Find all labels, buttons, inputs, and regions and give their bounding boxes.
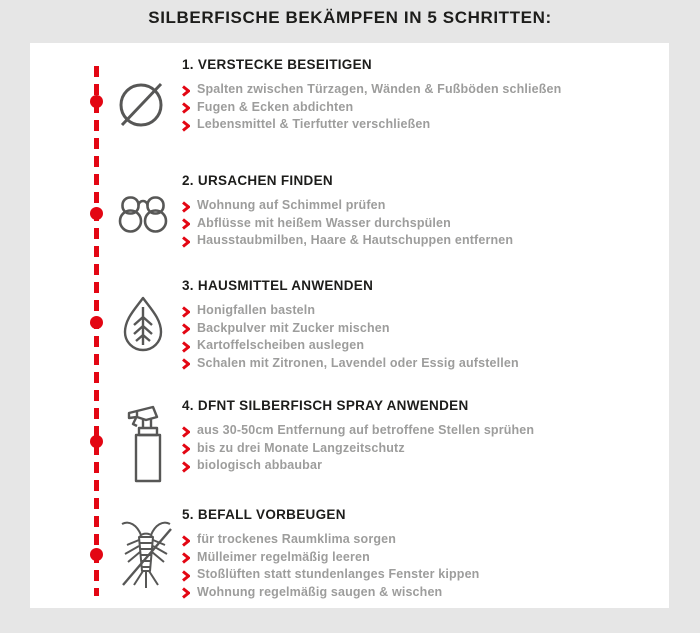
- step: [182, 173, 662, 250]
- bullet-item: [182, 584, 662, 602]
- bullet-text: aus 30-50cm Entfernung auf betroffene Stellen sprühen: [197, 423, 535, 437]
- step-heading-label: HAUSMITTEL ANWENDEN: [197, 278, 374, 293]
- step-bullets: [182, 531, 662, 601]
- bullet-item: [182, 116, 662, 134]
- chevron-right-icon: [182, 587, 190, 599]
- silverfish-crossed-icon: [119, 515, 175, 591]
- bullet-text: für trockenes Raumklima sorgen: [197, 532, 397, 546]
- bullet-text: Abflüsse mit heißem Wasser durchspülen: [197, 215, 451, 230]
- bullet-item: [182, 355, 662, 373]
- chevron-right-icon: [182, 236, 190, 248]
- bullet-item: [182, 302, 662, 320]
- bullet-text: Spalten zwischen Türzagen, Wänden & Fußböden schließen: [197, 82, 562, 96]
- chevron-right-icon: [182, 341, 190, 353]
- step-heading-label: BEFALL VORBEUGEN: [197, 507, 346, 522]
- step-number: 3.: [182, 278, 194, 293]
- bullet-item: [182, 81, 662, 99]
- step-number: 4.: [182, 398, 194, 413]
- bullet-text: Lebensmittel & Tierfutter verschließen: [197, 117, 431, 131]
- step-bullets: [182, 81, 662, 134]
- bullet-item: [182, 232, 662, 250]
- chevron-right-icon: [182, 201, 190, 213]
- bullet-item: [182, 99, 662, 117]
- chevron-right-icon: [182, 552, 190, 564]
- prohibition-icon: [117, 80, 165, 128]
- step: [182, 57, 662, 134]
- bullet-text: Stoßlüften statt stundenlanges Fenster kippen: [197, 567, 480, 581]
- step-heading: [182, 278, 662, 293]
- chevron-right-icon: [182, 358, 190, 370]
- bullet-item: [182, 457, 662, 475]
- spray-bottle-icon: [124, 404, 164, 484]
- step-heading: [182, 507, 662, 522]
- bullet-text: Mülleimer regelmäßig leeren: [197, 549, 370, 564]
- bullet-item: [182, 440, 662, 458]
- timeline-dot: [90, 316, 103, 329]
- bullet-text: Honigfallen basteln: [197, 303, 316, 317]
- bullet-item: [182, 320, 662, 338]
- bullet-text: Kartoffelscheiben auslegen: [197, 338, 365, 352]
- leaf-icon: [121, 295, 165, 353]
- step: [182, 278, 662, 372]
- bullet-item: [182, 566, 662, 584]
- page-title: SILBERFISCHE BEKÄMPFEN IN 5 SCHRITTEN:: [148, 8, 552, 27]
- timeline-dot: [90, 95, 103, 108]
- step-number: 5.: [182, 507, 194, 522]
- step-bullets: [182, 422, 662, 475]
- bullet-item: [182, 531, 662, 549]
- bullet-item: [182, 549, 662, 567]
- binoculars-icon: [117, 192, 169, 234]
- bullet-text: Fugen & Ecken abdichten: [197, 99, 354, 114]
- chevron-right-icon: [182, 535, 190, 547]
- chevron-right-icon: [182, 218, 190, 230]
- content-card: [30, 43, 669, 608]
- chevron-right-icon: [182, 426, 190, 438]
- step-bullets: [182, 197, 662, 250]
- bullet-text: Schalen mit Zitronen, Lavendel oder Essig aufstellen: [197, 355, 519, 370]
- bullet-text: bis zu drei Monate Langzeitschutz: [197, 440, 405, 455]
- bullet-text: Backpulver mit Zucker mischen: [197, 320, 390, 335]
- chevron-right-icon: [182, 323, 190, 335]
- chevron-right-icon: [182, 120, 190, 132]
- step: [182, 507, 662, 601]
- chevron-right-icon: [182, 85, 190, 97]
- bullet-item: [182, 422, 662, 440]
- timeline-dashed-line: [94, 66, 99, 596]
- chevron-right-icon: [182, 570, 190, 582]
- chevron-right-icon: [182, 306, 190, 318]
- step-heading: [182, 398, 662, 413]
- step-heading-label: URSACHEN FINDEN: [197, 173, 333, 188]
- step-heading: [182, 57, 662, 72]
- bullet-item: [182, 215, 662, 233]
- step-heading-label: DFNT SILBERFISCH SPRAY ANWENDEN: [197, 398, 469, 413]
- step: [182, 398, 662, 475]
- chevron-right-icon: [182, 102, 190, 114]
- bullet-item: [182, 197, 662, 215]
- chevron-right-icon: [182, 443, 190, 455]
- step-number: 1.: [182, 57, 194, 72]
- step-bullets: [182, 302, 662, 372]
- step-number: 2.: [182, 173, 194, 188]
- bullet-text: Wohnung regelmäßig saugen & wischen: [197, 584, 443, 599]
- step-heading: [182, 173, 662, 188]
- timeline-dot: [90, 548, 103, 561]
- bullet-item: [182, 337, 662, 355]
- step-heading-label: VERSTECKE BESEITIGEN: [197, 57, 372, 72]
- timeline-dot: [90, 435, 103, 448]
- timeline-dot: [90, 207, 103, 220]
- chevron-right-icon: [182, 461, 190, 473]
- bullet-text: Hausstaubmilben, Haare & Hautschuppen entfernen: [197, 233, 514, 247]
- bullet-text: Wohnung auf Schimmel prüfen: [197, 198, 386, 212]
- bullet-text: biologisch abbaubar: [197, 458, 323, 472]
